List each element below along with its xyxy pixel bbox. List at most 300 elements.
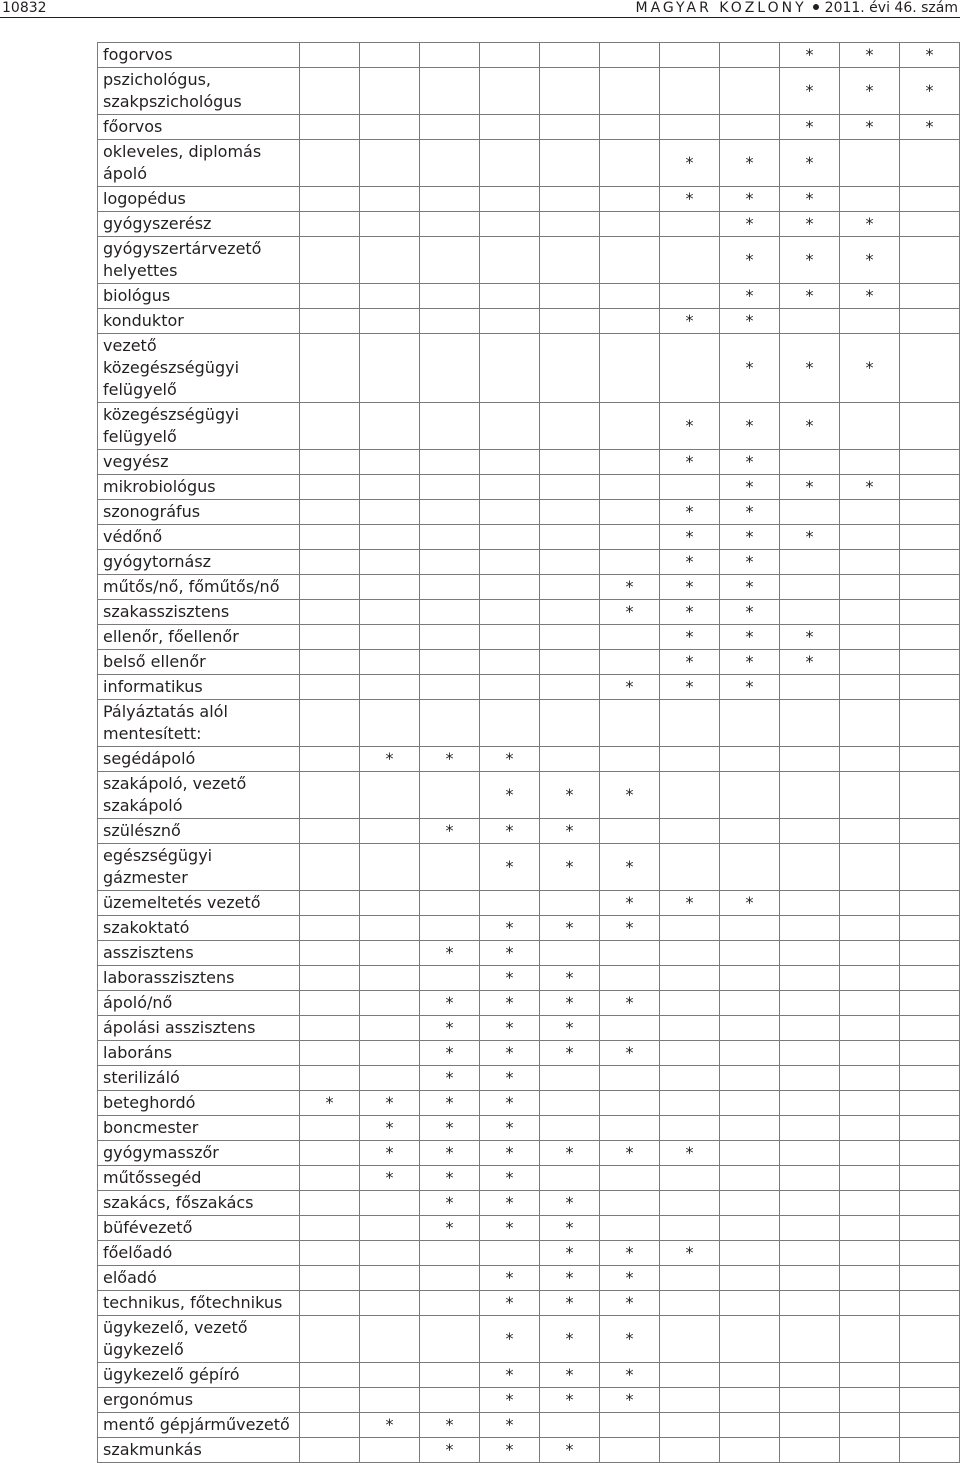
empty-cell: [360, 916, 420, 941]
occupation-label: főelőadó: [98, 1241, 300, 1266]
empty-cell: [780, 700, 840, 747]
empty-cell: [840, 1116, 900, 1141]
empty-cell: [300, 550, 360, 575]
empty-cell: [780, 1438, 840, 1463]
empty-cell: [540, 68, 600, 115]
asterisk-mark: *: [660, 1141, 720, 1166]
occupation-label: gyógyszerész: [98, 212, 300, 237]
empty-cell: [720, 1191, 780, 1216]
empty-cell: [420, 475, 480, 500]
empty-cell: [300, 284, 360, 309]
empty-cell: [840, 500, 900, 525]
empty-cell: [480, 140, 540, 187]
occupation-label: műtőssegéd: [98, 1166, 300, 1191]
empty-cell: [480, 68, 540, 115]
empty-cell: [660, 1016, 720, 1041]
table-row: [98, 1388, 960, 1413]
empty-cell: [420, 1241, 480, 1266]
empty-cell: [300, 68, 360, 115]
empty-cell: [480, 891, 540, 916]
empty-cell: [900, 675, 960, 700]
table-row: [98, 675, 960, 700]
occupation-label: gyógytornász: [98, 550, 300, 575]
empty-cell: [780, 450, 840, 475]
empty-cell: [780, 309, 840, 334]
empty-cell: [420, 309, 480, 334]
empty-cell: [360, 284, 420, 309]
asterisk-mark: *: [420, 1216, 480, 1241]
occupation-label: sterilizáló: [98, 1066, 300, 1091]
asterisk-mark: *: [600, 600, 660, 625]
empty-cell: [840, 187, 900, 212]
empty-cell: [420, 1316, 480, 1363]
asterisk-mark: *: [660, 650, 720, 675]
occupation-label: segédápoló: [98, 747, 300, 772]
empty-cell: [480, 187, 540, 212]
asterisk-mark: *: [660, 403, 720, 450]
empty-cell: [300, 1413, 360, 1438]
empty-cell: [420, 140, 480, 187]
asterisk-mark: *: [360, 1116, 420, 1141]
table-row: [98, 500, 960, 525]
empty-cell: [540, 891, 600, 916]
table-row: [98, 1316, 960, 1363]
table-row: [98, 1291, 960, 1316]
empty-cell: [480, 334, 540, 403]
empty-cell: [540, 115, 600, 140]
asterisk-mark: *: [480, 941, 540, 966]
table-row: [98, 700, 960, 747]
empty-cell: [600, 966, 660, 991]
asterisk-mark: *: [780, 650, 840, 675]
empty-cell: [840, 844, 900, 891]
empty-cell: [360, 1363, 420, 1388]
empty-cell: [600, 43, 660, 68]
asterisk-mark: *: [420, 1413, 480, 1438]
asterisk-mark: *: [660, 1241, 720, 1266]
asterisk-mark: *: [480, 1291, 540, 1316]
empty-cell: [900, 1041, 960, 1066]
empty-cell: [300, 1291, 360, 1316]
empty-cell: [300, 575, 360, 600]
empty-cell: [900, 237, 960, 284]
empty-cell: [660, 284, 720, 309]
occupation-label: fogorvos: [98, 43, 300, 68]
empty-cell: [660, 941, 720, 966]
empty-cell: [840, 819, 900, 844]
empty-cell: [900, 212, 960, 237]
empty-cell: [540, 1091, 600, 1116]
table-row: [98, 575, 960, 600]
asterisk-mark: *: [660, 309, 720, 334]
empty-cell: [720, 916, 780, 941]
asterisk-mark: *: [480, 1413, 540, 1438]
empty-cell: [360, 966, 420, 991]
occupation-label: gyógymasszőr: [98, 1141, 300, 1166]
asterisk-mark: *: [660, 675, 720, 700]
asterisk-mark: *: [360, 1091, 420, 1116]
empty-cell: [780, 1413, 840, 1438]
page-number: 10832: [2, 0, 47, 16]
empty-cell: [360, 1191, 420, 1216]
empty-cell: [780, 600, 840, 625]
asterisk-mark: *: [780, 115, 840, 140]
empty-cell: [840, 600, 900, 625]
empty-cell: [720, 1413, 780, 1438]
asterisk-mark: *: [540, 1291, 600, 1316]
asterisk-mark: *: [420, 1016, 480, 1041]
empty-cell: [360, 1041, 420, 1066]
empty-cell: [420, 334, 480, 403]
empty-cell: [660, 1166, 720, 1191]
empty-cell: [300, 115, 360, 140]
occupation-label: szülésznő: [98, 819, 300, 844]
occupation-label: okleveles, diplomás ápoló: [98, 140, 300, 187]
empty-cell: [780, 747, 840, 772]
empty-cell: [420, 43, 480, 68]
asterisk-mark: *: [600, 844, 660, 891]
empty-cell: [660, 1413, 720, 1438]
empty-cell: [420, 403, 480, 450]
empty-cell: [660, 991, 720, 1016]
empty-cell: [900, 187, 960, 212]
empty-cell: [720, 1116, 780, 1141]
asterisk-mark: *: [480, 1266, 540, 1291]
empty-cell: [840, 1166, 900, 1191]
asterisk-mark: *: [720, 550, 780, 575]
empty-cell: [900, 1291, 960, 1316]
empty-cell: [480, 700, 540, 747]
asterisk-mark: *: [660, 140, 720, 187]
empty-cell: [840, 991, 900, 1016]
empty-cell: [660, 334, 720, 403]
asterisk-mark: *: [600, 1388, 660, 1413]
asterisk-mark: *: [720, 284, 780, 309]
table-row: [98, 1191, 960, 1216]
table-row: [98, 284, 960, 309]
empty-cell: [840, 575, 900, 600]
asterisk-mark: *: [660, 575, 720, 600]
asterisk-mark: *: [720, 575, 780, 600]
empty-cell: [840, 772, 900, 819]
empty-cell: [600, 1438, 660, 1463]
empty-cell: [480, 237, 540, 284]
table-row: [98, 1438, 960, 1463]
empty-cell: [360, 1388, 420, 1413]
empty-cell: [600, 187, 660, 212]
table-row: [98, 550, 960, 575]
asterisk-mark: *: [780, 68, 840, 115]
empty-cell: [840, 625, 900, 650]
empty-cell: [780, 1291, 840, 1316]
empty-cell: [360, 43, 420, 68]
empty-cell: [720, 941, 780, 966]
empty-cell: [600, 819, 660, 844]
empty-cell: [540, 550, 600, 575]
occupation-label: főorvos: [98, 115, 300, 140]
asterisk-mark: *: [480, 991, 540, 1016]
empty-cell: [660, 747, 720, 772]
asterisk-mark: *: [780, 475, 840, 500]
asterisk-mark: *: [720, 212, 780, 237]
empty-cell: [360, 450, 420, 475]
empty-cell: [480, 600, 540, 625]
asterisk-mark: *: [480, 1066, 540, 1091]
empty-cell: [360, 525, 420, 550]
occupation-label: mentő gépjárművezető: [98, 1413, 300, 1438]
empty-cell: [720, 1141, 780, 1166]
occupation-label: informatikus: [98, 675, 300, 700]
bullet-separator: [813, 4, 819, 10]
asterisk-mark: *: [480, 916, 540, 941]
empty-cell: [360, 237, 420, 284]
empty-cell: [600, 550, 660, 575]
asterisk-mark: *: [600, 1141, 660, 1166]
empty-cell: [420, 525, 480, 550]
asterisk-mark: *: [780, 525, 840, 550]
empty-cell: [900, 500, 960, 525]
asterisk-mark: *: [600, 891, 660, 916]
empty-cell: [600, 1116, 660, 1141]
page-header: [0, 0, 960, 20]
empty-cell: [420, 1291, 480, 1316]
asterisk-mark: *: [780, 140, 840, 187]
empty-cell: [420, 650, 480, 675]
empty-cell: [720, 966, 780, 991]
empty-cell: [660, 916, 720, 941]
empty-cell: [300, 772, 360, 819]
empty-cell: [360, 1291, 420, 1316]
empty-cell: [540, 1066, 600, 1091]
occupation-label: vezető közegészségügyi felügyelő: [98, 334, 300, 403]
empty-cell: [480, 625, 540, 650]
asterisk-mark: *: [660, 450, 720, 475]
occupation-label: Pályáztatás alól mentesített:: [98, 700, 300, 747]
empty-cell: [540, 187, 600, 212]
empty-cell: [600, 650, 660, 675]
table-row: [98, 43, 960, 68]
empty-cell: [720, 1438, 780, 1463]
empty-cell: [420, 891, 480, 916]
asterisk-mark: *: [420, 1066, 480, 1091]
empty-cell: [660, 43, 720, 68]
empty-cell: [300, 1438, 360, 1463]
empty-cell: [420, 115, 480, 140]
empty-cell: [840, 1266, 900, 1291]
empty-cell: [360, 1316, 420, 1363]
empty-cell: [300, 700, 360, 747]
empty-cell: [780, 1316, 840, 1363]
empty-cell: [840, 675, 900, 700]
empty-cell: [540, 747, 600, 772]
table-row: [98, 1166, 960, 1191]
empty-cell: [840, 1091, 900, 1116]
empty-cell: [720, 1241, 780, 1266]
empty-cell: [420, 237, 480, 284]
asterisk-mark: *: [840, 475, 900, 500]
empty-cell: [720, 1316, 780, 1363]
empty-cell: [300, 187, 360, 212]
empty-cell: [900, 1216, 960, 1241]
empty-cell: [780, 1191, 840, 1216]
empty-cell: [780, 1066, 840, 1091]
empty-cell: [300, 966, 360, 991]
table-row: [98, 140, 960, 187]
empty-cell: [600, 941, 660, 966]
asterisk-mark: *: [720, 309, 780, 334]
empty-cell: [540, 1413, 600, 1438]
occupation-label: konduktor: [98, 309, 300, 334]
table-row: [98, 1066, 960, 1091]
empty-cell: [300, 1166, 360, 1191]
asterisk-mark: *: [780, 212, 840, 237]
table-row: [98, 1413, 960, 1438]
table-row: [98, 187, 960, 212]
empty-cell: [900, 966, 960, 991]
table-row: [98, 525, 960, 550]
empty-cell: [840, 1241, 900, 1266]
empty-cell: [420, 600, 480, 625]
asterisk-mark: *: [540, 1316, 600, 1363]
empty-cell: [900, 1413, 960, 1438]
occupation-label: mikrobiológus: [98, 475, 300, 500]
empty-cell: [300, 334, 360, 403]
table-row: [98, 772, 960, 819]
empty-cell: [360, 600, 420, 625]
asterisk-mark: *: [540, 772, 600, 819]
empty-cell: [660, 1091, 720, 1116]
empty-cell: [840, 1191, 900, 1216]
table-row: [98, 600, 960, 625]
asterisk-mark: *: [600, 575, 660, 600]
empty-cell: [300, 475, 360, 500]
asterisk-mark: *: [420, 1438, 480, 1463]
asterisk-mark: *: [480, 1016, 540, 1041]
empty-cell: [900, 941, 960, 966]
asterisk-mark: *: [720, 403, 780, 450]
empty-cell: [540, 500, 600, 525]
empty-cell: [900, 700, 960, 747]
empty-cell: [660, 1266, 720, 1291]
empty-cell: [540, 941, 600, 966]
asterisk-mark: *: [720, 525, 780, 550]
empty-cell: [300, 525, 360, 550]
asterisk-mark: *: [360, 1141, 420, 1166]
table-row: [98, 1116, 960, 1141]
empty-cell: [660, 772, 720, 819]
empty-cell: [360, 1438, 420, 1463]
asterisk-mark: *: [720, 625, 780, 650]
empty-cell: [900, 1438, 960, 1463]
occupation-label: boncmester: [98, 1116, 300, 1141]
table-row: [98, 625, 960, 650]
asterisk-mark: *: [840, 68, 900, 115]
occupation-label: szakács, főszakács: [98, 1191, 300, 1216]
empty-cell: [720, 43, 780, 68]
asterisk-mark: *: [900, 115, 960, 140]
asterisk-mark: *: [540, 1216, 600, 1241]
empty-cell: [780, 1016, 840, 1041]
empty-cell: [840, 1438, 900, 1463]
empty-cell: [540, 284, 600, 309]
table-row: [98, 991, 960, 1016]
table-row: [98, 1241, 960, 1266]
empty-cell: [900, 1191, 960, 1216]
empty-cell: [540, 600, 600, 625]
empty-cell: [540, 237, 600, 284]
asterisk-mark: *: [600, 1041, 660, 1066]
table-row: [98, 237, 960, 284]
empty-cell: [540, 700, 600, 747]
empty-cell: [300, 650, 360, 675]
asterisk-mark: *: [420, 1166, 480, 1191]
empty-cell: [360, 403, 420, 450]
empty-cell: [300, 140, 360, 187]
occupation-label: szakoktató: [98, 916, 300, 941]
asterisk-mark: *: [660, 500, 720, 525]
empty-cell: [540, 625, 600, 650]
asterisk-mark: *: [420, 1091, 480, 1116]
empty-cell: [720, 1363, 780, 1388]
empty-cell: [900, 1316, 960, 1363]
empty-cell: [300, 403, 360, 450]
empty-cell: [420, 68, 480, 115]
empty-cell: [300, 1241, 360, 1266]
empty-cell: [840, 525, 900, 550]
empty-cell: [360, 1016, 420, 1041]
empty-cell: [780, 1388, 840, 1413]
empty-cell: [660, 1041, 720, 1066]
empty-cell: [540, 212, 600, 237]
asterisk-mark: *: [540, 819, 600, 844]
occupation-label: műtős/nő, főműtős/nő: [98, 575, 300, 600]
asterisk-mark: *: [780, 625, 840, 650]
empty-cell: [360, 475, 420, 500]
empty-cell: [540, 450, 600, 475]
empty-cell: [360, 819, 420, 844]
empty-cell: [600, 115, 660, 140]
empty-cell: [360, 650, 420, 675]
empty-cell: [840, 1016, 900, 1041]
asterisk-mark: *: [720, 600, 780, 625]
asterisk-mark: *: [480, 1191, 540, 1216]
empty-cell: [720, 772, 780, 819]
asterisk-mark: *: [600, 991, 660, 1016]
empty-cell: [480, 575, 540, 600]
occupation-label: közegészségügyi felügyelő: [98, 403, 300, 450]
occupation-label: ergonómus: [98, 1388, 300, 1413]
occupation-label: laboráns: [98, 1041, 300, 1066]
table-row: [98, 115, 960, 140]
occupation-label: logopédus: [98, 187, 300, 212]
asterisk-mark: *: [600, 1363, 660, 1388]
table-row: [98, 1091, 960, 1116]
empty-cell: [420, 675, 480, 700]
occupation-label: egészségügyi gázmester: [98, 844, 300, 891]
empty-cell: [300, 450, 360, 475]
asterisk-mark: *: [420, 747, 480, 772]
occupation-table: [97, 42, 960, 1463]
empty-cell: [780, 819, 840, 844]
empty-cell: [720, 1216, 780, 1241]
asterisk-mark: *: [480, 1041, 540, 1066]
empty-cell: [600, 500, 660, 525]
asterisk-mark: *: [480, 772, 540, 819]
empty-cell: [660, 1066, 720, 1091]
empty-cell: [900, 403, 960, 450]
table-row: [98, 1016, 960, 1041]
empty-cell: [840, 140, 900, 187]
